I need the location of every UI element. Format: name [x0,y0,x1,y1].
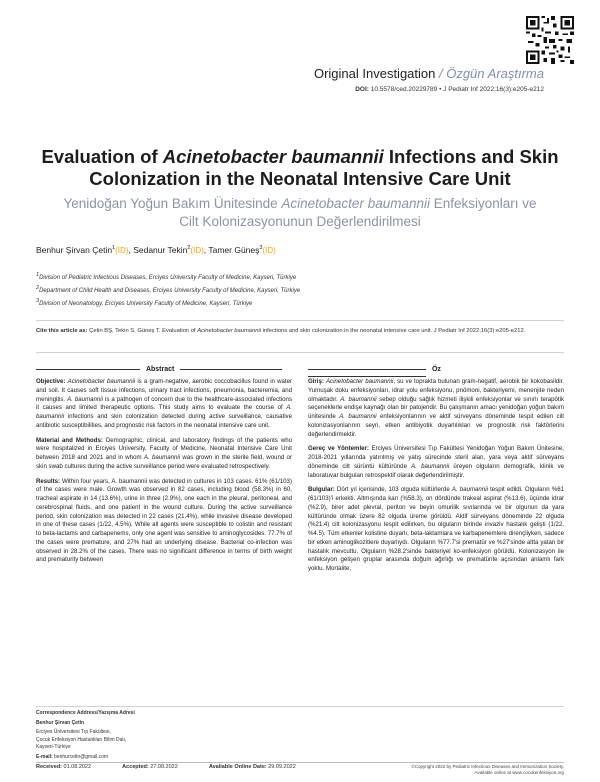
orcid-icon[interactable]: (İD) [190,246,204,255]
affil-text: Department of Child Health and Diseases, Erciyes University Faculty of Medicine, Kayseri, Türkiye [39,288,301,294]
title-line2: Colonization in the Neonatal Intensive Care Unit [89,168,511,189]
article-type-en: Original Investigation [313,66,436,81]
affil-text: Division of Neonatology, Erciyes University Faculty of Medicine, Kayseri, Türkiye [39,301,253,307]
oz-heading-text: Öz [431,366,441,373]
abstract-column [36,378,292,571]
abstract-heading [36,366,292,373]
orcid-icon[interactable]: (İD) [262,246,276,255]
copyright-line: ©Copyright 2022 by Pediatric Infectious Diseases and Immunization Society. [411,764,564,769]
date-value: 29.09.2022 [266,764,296,770]
affiliation [36,296,300,309]
copyright [334,764,564,776]
oz-column [308,378,564,580]
article-type-tr: Özgün Araştırma [446,66,544,81]
author-sup: 3 [259,245,263,252]
para-label: Bulgular: [308,486,337,494]
para-text: is a pathogen of concern due to the healthcare-associated infections it causes and limited therapeutic options. This study aims to evaluate the course of [36,395,292,412]
italic-term: A. baumannii [340,395,377,403]
para-label: Material and Methods: [36,436,106,444]
author-sep: , [203,245,209,255]
date-label: Available Online Date: [208,764,267,770]
author-list [36,245,276,255]
oz-bulgular [308,486,564,574]
date-label: Received: [36,764,62,770]
author-name: Sedanur Tekin [133,245,188,255]
author [133,245,208,255]
orcid-icon[interactable]: (İD) [115,246,129,255]
para-text: tespit edildi. Olguların %61 (61/103)'i erkekti. Altmışında kan (%58.3), on dördünde trakeal aspirat (%13.6), üçünde idrar (%2.9), birer adet plevral, periton ve beyin omurilik sıvılarında ve bir olgunun da yara kültüründe olmak üzere 82 olguda üreme görüldü. Aktif sürveyans döneminde 22 olguda (%21.4) cilt kolonizasyonu tespit edilirken, bu olguların birinde invaziv hastalık gelişti (1/22, %4.5). Tüm etkenler kolistine duyarlı, beta-laktamlara ve karbapenemlere dirençliyken, sadece bir etken aminoglikozitlere duyarlıydı. Olguların %77.7'si prematür ve %27'sinde altta yatan bir hastalık mevcuttu. Olguların %28.2'sinde bakteriyel ko-enfeksiyon görüldü. Kolonizasyon ile enfeksiyon gelişen gruplar arasında doğum ağırlığı ve prematürite açısından anlamlı fark yoktu. Mortalite, [308,486,564,572]
corr-heading: Correspondence Address/Yazışma Adresi [36,710,135,716]
article-dates [36,764,296,770]
affil-text: Division of Pediatric Infectious Diseases, Erciyes University Faculty of Medicine, Kayseri, Türkiye [39,275,297,281]
date-value: 01.08.2022 [62,764,92,770]
corr-line: Çocuk Enfeksiyon Hastalıkları Bilim Dalı, [36,736,127,743]
italic-term: Acinetobacter baumannii [67,378,136,385]
heading-line [180,369,282,370]
italic-term: A. baumannii [36,404,292,420]
affil-sup: 1 [36,272,40,278]
heading-line [36,369,140,370]
para-text: infections and skin colonization detected during active surveillance, causative antibiotic susceptibilities, and prognostic risk factors in the neonatal intensive care unit. [36,413,292,429]
subtitle-line2: Cilt Kolonizasyonunun Değerlendirilmesi [179,214,421,229]
doi-line [355,86,544,93]
cite-text: infections and skin colonization in the neonatal intensive care unit. J Pediatr Inf 2022;16(3):e205-e212. [261,328,526,334]
affiliations [36,270,300,309]
email-link[interactable]: benhurcetin@gmail.com [52,753,109,760]
para-text: , su ve toprakta bulunan gram-negatif, aerobik bir kokobasildir. Yumuşak doku enfeksiyonları, idrar yolu enfeksiyonu, pnömoni, bakteriyemi, menenjite neden olmaktadır. [308,378,565,403]
title-italic: Acinetobacter baumannii [162,146,384,167]
italic-term: Acinetobacter baumannii [325,378,394,385]
paper-subtitle [30,195,570,231]
author [208,245,275,255]
italic-term: A. baumannii [451,486,488,494]
para-label: Objective: [36,378,68,385]
email-label: E-mail: [36,753,53,760]
article-type [314,66,544,81]
para-text: sebep olduğu sağlık hizmeti ilişkili enfeksiyonlar ve sınırlı terapötik seçeneklerle endişe kaynağı olan bir patojendir. Bu çalışmanın amacı yenidoğan yoğun bakım ünitesinde [308,395,564,420]
author-name: Benhur Şirvan Çetin [36,245,113,255]
abstract-objective [36,378,292,431]
para-label: Giriş: [308,378,326,385]
author-sup: 1 [112,245,116,252]
divider [36,320,564,321]
para-text: Demographic, clinical, and laboratory findings of the patients who were hospitalized in Erciyes University, Faculty of Medicine, Neonatal Intensive Care Unit between 2018 and 2021 and in whom [36,436,292,461]
oz-gerec [308,445,564,480]
cite-label: Cite this article as: [36,328,88,334]
para-text: Within four years, A. baumannii was detected in cultures in 103 cases. 61% (61/103) of the cases were male. Growth was observed in 82 cases, including blood (58.3%) in 60, tracheal aspirate in 14 (13.6%), urine in three (2.9%), one each in the pleural, peritoneal, and cerebrospinal fluids, and one patient in the wound culture. During the active surveillance period, skin colonization was detected in 22 cases (21.4%), while invasive disease developed in one of these cases (1/22, 4.5%). While all agents were susceptible to colistin and resistant to beta-lactams and carbapenems, only one agent was sensitive to aminoglycosides. 77.7% of the cases were premature, and 27% had an underlying disease. Bacterial co-infection was observed in 28.2% of the cases. There was no significant difference in terms of birth weight and prematurity between [36,477,292,564]
article-type-sep: / [435,66,447,81]
title-part: Infections and Skin [383,146,559,167]
corr-line: Kayseri-Türkiye [36,744,71,750]
oz-giris [308,378,564,439]
corr-line: Erciyes Üniversitesi Tıp Fakültesi, [36,729,111,735]
para-text: is a gram-negative, aerobic coccobacillus found in water and soil. It causes soft tissue infections, urinary tract infections, pneumonia, bacteremia, and meningitis. [36,378,292,403]
para-text: enfeksiyonlarının ve aktif sürveyans döneminde tespit edilen cilt kolonizasyonlarının seyri, etken antibiyotik duyarlılıkları ve prognostik risk faktörlerini değerlendirmektir. [308,413,564,438]
affil-sup: 2 [36,285,40,291]
paper-title [30,146,570,190]
subtitle-part: Enfeksiyonları ve [429,196,537,211]
divider [36,352,564,353]
para-label: Results: [36,477,62,485]
citation [36,327,564,336]
para-text: was grown in the sterile field, wound or skin swab cultures during the active surveillance period were evaluated retrospectively. [36,454,292,470]
doi-label: DOI: [355,86,369,93]
divider [36,762,564,763]
italic-term: A. baumannii [411,462,450,470]
abstract-heading-text: Abstract [145,366,175,373]
title-part: Evaluation of [41,146,163,167]
subtitle-part: Yenidoğan Yoğun Bakım Ünitesinde [63,196,282,211]
heading-line [308,376,426,377]
para-label: Gereç ve Yöntemler: [308,445,372,453]
affiliation [36,283,300,296]
para-text: üreyen olguların demografik, klinik ve laboratuvar bulguları retrospektif olarak değerlendirilmiştir. [308,462,565,479]
cite-text: Çetin BŞ, Tekin S, Güneş T. Evaluation of [87,328,198,334]
divider [36,706,564,707]
author-sup: 2 [187,245,191,252]
cite-italic: Acinetobacter baumannii [197,328,262,334]
italic-term: A. baumannii [67,395,103,403]
qr-code [526,16,574,64]
affil-sup: 3 [36,298,40,304]
italic-term: A. baumannii [143,454,181,461]
affiliation [36,270,300,283]
heading-line [308,369,426,370]
abstract-methods [36,437,292,472]
para-text: Dört yıl içerisinde, 103 olguda kültürlerde [336,486,452,494]
author-sep: , [128,245,134,255]
corr-name: Benhur Şirvan Çetin [36,719,85,726]
para-text: Erciyes Üniversitesi Tıp Fakültesi Yenidoğan Yoğun Bakım Ünitesine, 2018-2021 yıllarında yatırılmış ve yatış sürecinde steril alan, yara veya aktif sürveyans döneminde cilt sürüntü kültüründe [308,445,564,470]
author-name: Tamer Güneş [208,245,260,255]
italic-term: A. baumannii [339,413,377,420]
doi-value: 10.5578/ced.20229789 • J Pediatr Inf 2022;16(3):e205-e212 [368,86,544,93]
copyright-link[interactable]: Available online at www.cocukenfeksiyon.org [474,770,564,775]
correspondence [36,710,135,761]
date-label: Accepted: [122,764,149,770]
abstract-results [36,478,292,566]
date-value: 27.08.2022 [148,764,178,770]
subtitle-italic: Acinetobacter baumannii [281,196,430,211]
author [36,245,133,255]
